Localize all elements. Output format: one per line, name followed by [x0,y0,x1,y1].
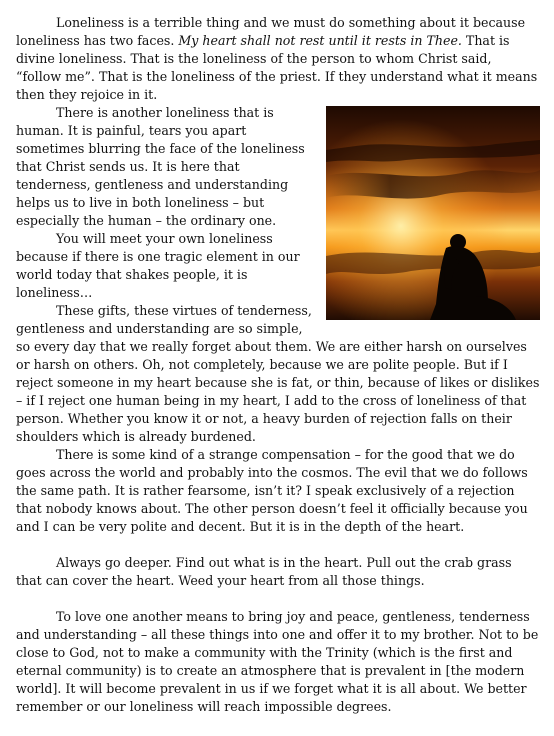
paragraph-1-quote: My heart shall not rest until it rests in Thee. [178,33,462,48]
paragraph-5: There is some kind of a strange compensation – for the good that we do goes across the world and probably into the cosmos. The evil that we do follows the same path. It is rather fearsome, isn’t it? I speak exclusively of a rejection that nobody knows about. The other person doesn’t feel it officially because you and I can be very polite and decent. But it is in the depth of the heart. [16,447,528,534]
sunset-silhouette-image [326,106,540,320]
paragraph-7: To love one another means to bring joy and peace, gentleness, tenderness and understanding – all these things into one and offer it to my brother. Not to be close to God, not to make a community with the Trinity (which is the first and eternal community) is to create an atmosphere that is prevalent in [the modern world]. It will become prevalent in us if we forget what it is all about. We better remember or our loneliness will reach impossible degrees. [16,609,539,714]
paragraph-6: Always go deeper. Find out what is in the heart. Pull out the crab grass that can cover the heart. Weed your heart from all those things. [16,555,512,588]
paragraph-3: You will meet your own loneliness because if there is one tragic element in our world today that shakes people, it is loneliness… [16,231,300,300]
paragraph-4: These gifts, these virtues of tenderness, gentleness and understanding are so simple, so every day that we really forget about them. We are either harsh on ourselves or harsh on others. Oh, not completely, because we are polite people. But if I reject someone in my heart because she is fat, or thin, because of likes or dislikes – if I reject one human being in my heart, I add to the cross of loneliness of that person. Whether you know it or not, a heavy burden of rejection falls on their shoulders which is already burdened. [16,303,540,444]
paragraph-1-text-b: That is divine loneliness. That is the loneliness of the person to whom Christ said, “follow me”. That is the loneliness of the priest. If they understand what it means then they rejoice in it. [16,33,538,102]
kneeling-silhouette-photo [326,106,540,320]
document-body [16,14,540,716]
paragraph-1 [16,14,540,104]
paragraph-2: There is another loneliness that is human. It is painful, tears you apart sometimes blurring the face of the loneliness that Christ sends us. It is here that tenderness, gentleness and understanding helps us to live in both loneliness – but especially the human – the ordinary one. [16,105,305,228]
paragraph-1-text-a: Loneliness is a terrible thing and we must do something about it because loneliness has two faces. [16,15,526,48]
